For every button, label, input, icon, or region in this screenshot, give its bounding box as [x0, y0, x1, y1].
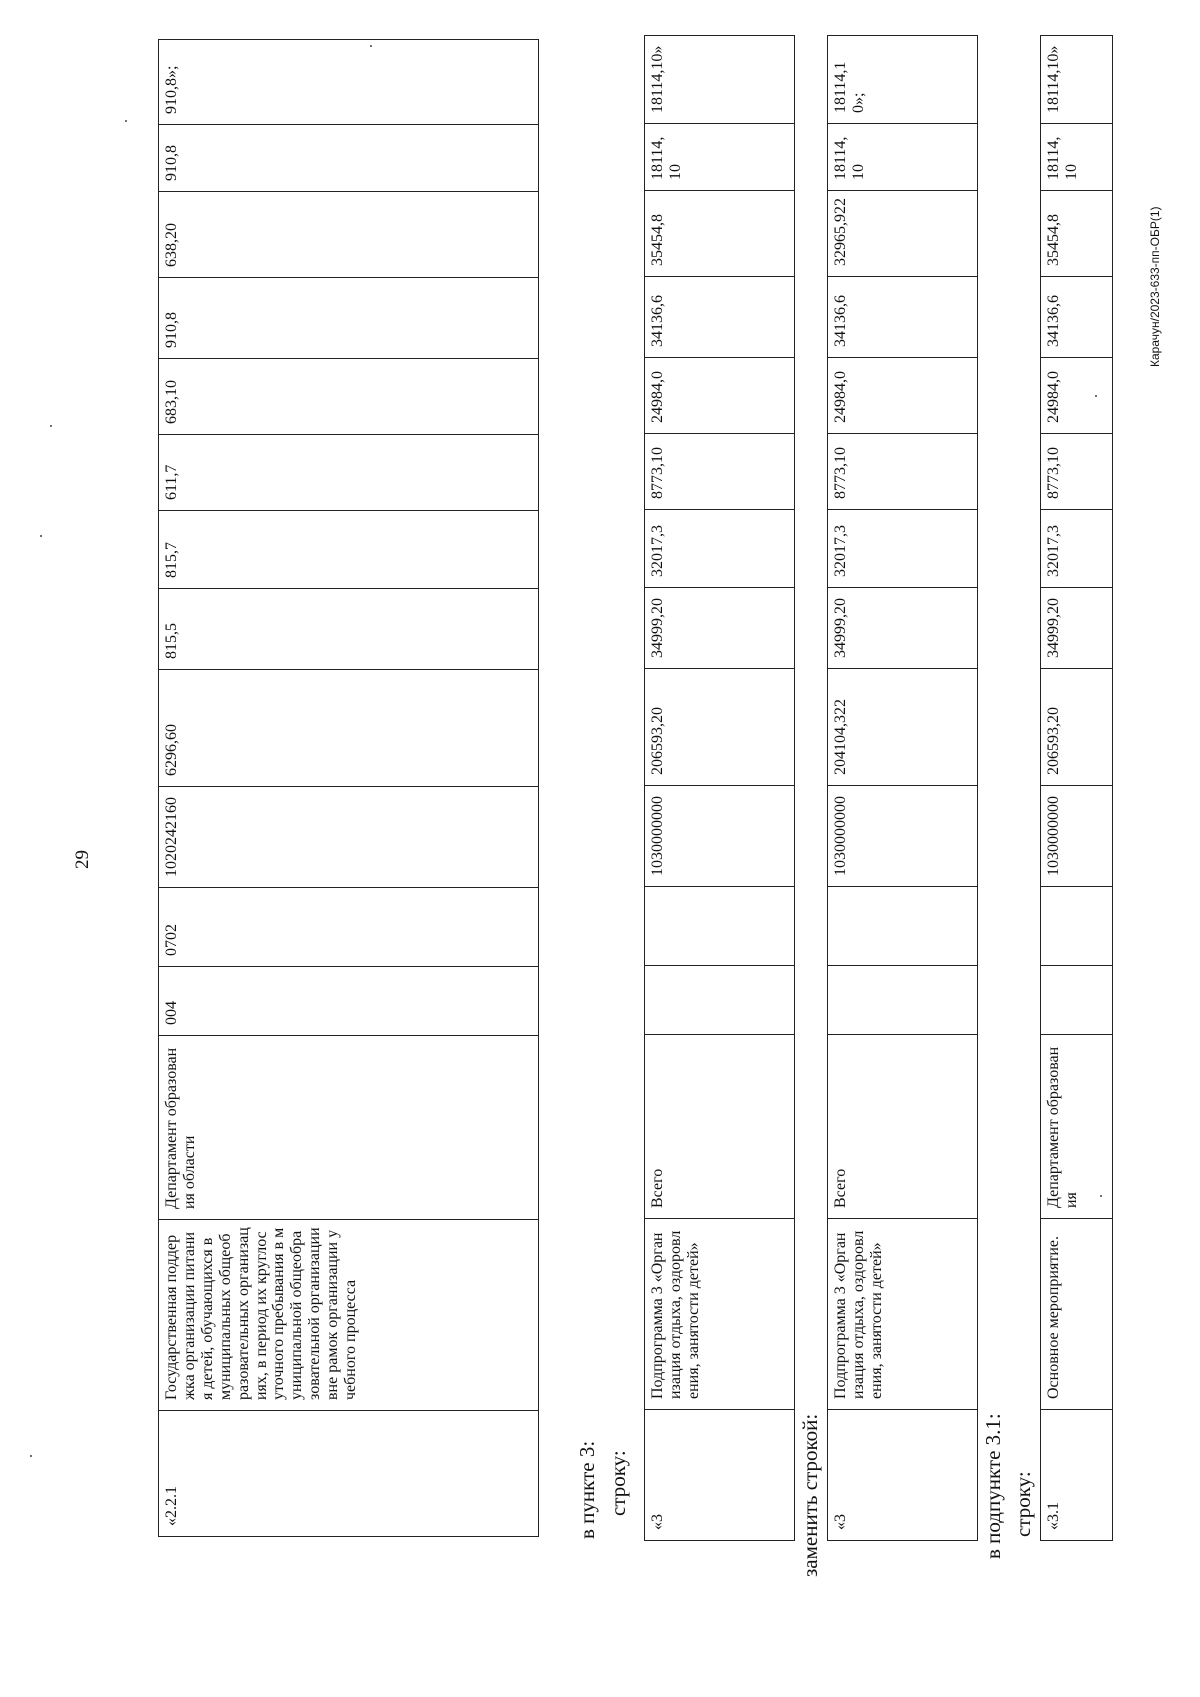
year-value-cell: 32017,3	[645, 510, 795, 588]
year-value-cell: 35454,8	[1041, 191, 1113, 277]
year-value-cell: 18114,10	[645, 124, 795, 191]
instruction-replace-with: заменить строкой:	[798, 1413, 822, 1577]
total-amount-cell: 206593,20	[1041, 669, 1113, 786]
executor-cell: Департамент образования области	[159, 1036, 539, 1220]
year-value-cell: 8773,10	[828, 434, 978, 510]
year-value-cell: 611,7	[159, 435, 539, 511]
executor-cell: Всего	[645, 1035, 795, 1219]
year-value-cell: 910,8»;	[159, 40, 539, 125]
year-value-cell: 8773,10	[645, 434, 795, 510]
year-value-cell: 910,8	[159, 278, 539, 359]
instruction-line-1: строку:	[606, 1450, 630, 1516]
measure-name-cell: Подпрограмма 3 «Организация отдыха, оздоровления, занятости детей»	[828, 1219, 978, 1410]
target-article-cell: 1030000000	[828, 786, 978, 887]
executor-cell: Всего	[828, 1035, 978, 1219]
budget-table-row-3-new	[827, 35, 978, 1541]
section-code-cell	[1041, 887, 1113, 966]
row-number-cell: «3	[645, 1410, 795, 1541]
instruction-in-subitem-3-1: в подпункте 3.1:	[981, 1413, 1005, 1559]
year-value-cell: 32965,922	[828, 191, 978, 277]
row-number-cell: «3.1	[1041, 1410, 1113, 1541]
section-code-cell: 0702	[159, 888, 539, 967]
measure-name-cell: Подпрограмма 3 «Организация отдыха, оздоровления, занятости детей»	[645, 1219, 795, 1410]
section-code-cell	[828, 887, 978, 966]
year-value-cell: 910,8	[159, 125, 539, 192]
year-value-cell: 34999,20	[1041, 588, 1113, 669]
total-amount-cell: 6296,60	[159, 670, 539, 787]
year-value-cell: 815,5	[159, 589, 539, 670]
budget-table-row-2-2-1	[158, 39, 539, 1537]
year-value-cell: 34136,6	[828, 277, 978, 358]
scan-speck	[40, 535, 42, 537]
year-value-cell: 32017,3	[828, 510, 978, 588]
instruction-line-2: строку:	[1011, 1471, 1035, 1537]
grbs-code-cell	[645, 966, 795, 1035]
budget-table-row-3-1	[1040, 35, 1113, 1541]
year-value-cell: 18114,10»	[645, 36, 795, 124]
budget-table-row-3-old	[644, 35, 795, 1541]
year-value-cell: 24984,0	[645, 358, 795, 434]
year-value-cell: 34136,6	[645, 277, 795, 358]
section-code-cell	[645, 887, 795, 966]
target-article-cell: 1030000000	[645, 786, 795, 887]
scan-speck	[370, 45, 372, 47]
scan-speck	[1100, 1195, 1102, 1197]
year-value-cell: 24984,0	[828, 358, 978, 434]
year-value-cell: 638,20	[159, 192, 539, 278]
year-value-cell: 8773,10	[1041, 434, 1113, 510]
year-value-cell: 18114,10»	[1041, 36, 1113, 124]
year-value-cell: 34136,6	[1041, 277, 1113, 358]
total-amount-cell: 204104,322	[828, 669, 978, 786]
instruction-in-item-3: в пункте 3:	[575, 1440, 599, 1539]
year-value-cell: 815,7	[159, 511, 539, 589]
document-code: Карачун/2023-633-пп-ОБР(1)	[1148, 206, 1162, 367]
total-amount-cell: 206593,20	[645, 669, 795, 786]
scan-speck	[30, 1455, 32, 1457]
year-value-cell: 34999,20	[828, 588, 978, 669]
page-number: 29	[72, 850, 93, 869]
year-value-cell: 683,10	[159, 359, 539, 435]
measure-name-cell: Государственная поддержка организации питания детей, обучающихся в муниципальных общеобразовательных организациях, в период их круглосуточного пребывания в муниципальной общеобразовательной организации вне рамок организации учебного процесса	[159, 1220, 539, 1411]
scan-speck	[1095, 395, 1097, 397]
measure-name-cell: Основное мероприятие.	[1041, 1219, 1113, 1410]
year-value-cell: 24984,0	[1041, 358, 1113, 434]
grbs-code-cell: 004	[159, 967, 539, 1036]
year-value-cell: 18114,10»;	[828, 36, 978, 124]
target-article-cell: 1020242160	[159, 787, 539, 888]
scan-speck	[50, 425, 52, 427]
target-article-cell: 1030000000	[1041, 786, 1113, 887]
scan-speck	[125, 120, 127, 122]
grbs-code-cell	[1041, 966, 1113, 1035]
year-value-cell: 35454,8	[645, 191, 795, 277]
year-value-cell: 18114,10	[828, 124, 978, 191]
executor-cell: Департамент образования	[1041, 1035, 1113, 1219]
year-value-cell: 18114,10	[1041, 124, 1113, 191]
year-value-cell: 34999,20	[645, 588, 795, 669]
row-number-cell: «3	[828, 1410, 978, 1541]
grbs-code-cell	[828, 966, 978, 1035]
year-value-cell: 32017,3	[1041, 510, 1113, 588]
row-number-cell: «2.2.1	[159, 1411, 539, 1537]
